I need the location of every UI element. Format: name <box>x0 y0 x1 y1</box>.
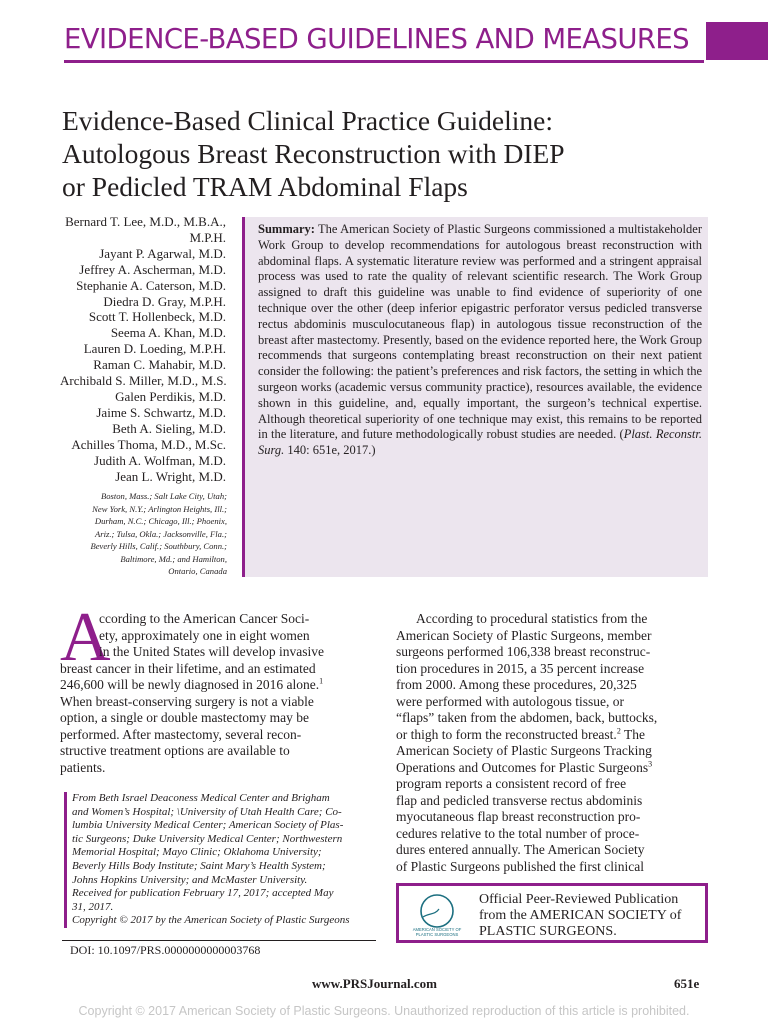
copyright-line: Copyright © 2017 by the American Society of Plastic Surgeons <box>72 914 350 927</box>
reference-marker: 3 <box>648 759 653 768</box>
affiliation-line: Johns Hopkins University; and McMaster University. <box>72 873 308 886</box>
author-name: Judith A. Wolfman, M.D. <box>94 452 226 468</box>
author-name: Jaime S. Schwartz, M.D. <box>96 404 226 420</box>
author-name: Achilles Thoma, M.D., M.Sc. <box>71 436 226 452</box>
author-name: Jayant P. Agarwal, M.D. <box>99 245 226 261</box>
author-name: Lauren D. Loeding, M.P.H. <box>83 341 226 357</box>
location-line: Boston, Mass.; Salt Lake City, Utah; <box>100 491 227 501</box>
body-column-right <box>396 611 708 875</box>
affiliation-line: From Beth Israel Deaconess Medical Center and Brigham <box>72 792 330 804</box>
affiliation-line: and Women’s Hospital; \University of Utah Health Care; Co- <box>72 805 342 818</box>
affiliation-box <box>64 792 376 928</box>
author-name: Archibald S. Miller, M.D., M.S. <box>60 373 227 389</box>
body-line: ety, approximately one in eight women <box>99 627 310 643</box>
page-number: 651e <box>674 976 700 991</box>
affiliation-line: Memorial Hospital; Mayo Clinic; Oklahoma University; <box>72 846 322 859</box>
summary-box <box>242 217 708 577</box>
reference-marker: 2 <box>616 726 621 735</box>
location-line: Ontario, Canada <box>168 566 227 576</box>
drop-cap: A <box>60 599 111 676</box>
body-line: of Plastic Surgeons published the first clinical <box>396 858 644 874</box>
section-banner-text: EVIDENCE-BASED GUIDELINES AND MEASURES <box>64 23 689 55</box>
location-line: Ariz.; Tulsa, Okla.; Jacksonville, Fla.; <box>95 528 227 539</box>
body-line: from 2000. Among these procedures, 20,325 <box>396 677 637 692</box>
affiliation-line: lumbia University Medical Center; American Society of Plas- <box>72 819 344 832</box>
author-name: Jean L. Wright, M.D. <box>115 468 226 484</box>
section-banner <box>64 22 704 63</box>
body-line: 246,600 will be newly diagnosed in 2016 alone. <box>60 677 320 692</box>
title-line: or Pedicled TRAM Abdominal Flaps <box>62 171 468 202</box>
summary-body: The American Society of Plastic Surgeons commissioned a multistakeholder Work Group to develop recommendations for autologous breast reconstruction with abdominal flaps. A systematic literature review was performed and a stringent appraisal process was used to rate the quality of relevant scientific research. The Work Group assigned to draft this guideline was unable to find evidence of superiority of one technique over the other (deep inferior epigastric perforator versus pedicled transverse rectus abdominis musculocutaneous flap) in autologous tissue reconstruction of the breast after mastectomy. Presently, based on the evidence reported here, the Work Group recommends that surgeons contemplating breast reconstruction on their next patient consider the following: the patient’s preferences and risk factors, the setting in which the surgeon works (academic versus community practice), resources available, the evidence shown in this guideline, and, equally important, the surgeon’s technical expertise. Although theoretical superiority of one technique may exist, this remains to be reported in the literature, and future methodologically robust studies are needed. <box>258 222 702 442</box>
citation-journal: Plast. Reconstr. Surg. <box>258 427 702 458</box>
body-line: Operations and Outcomes for Plastic Surgeons <box>396 759 649 775</box>
logo-text: AMERICAN SOCIETY OF <box>412 927 462 932</box>
body-line: American Society of Plastic Surgeons, member <box>396 627 652 643</box>
author-name: Raman C. Mahabir, M.D. <box>93 357 226 373</box>
summary-text: Summary: The American Society of Plastic Surgeons commissioned a multistakeholder Work Group to develop recommendations for autologous breast reconstruction with abdominal flaps. A systematic literature review was performed and a stringent appraisal process was used to rate the quality of relevant scientific research. The Work Group assigned to draft this guideline was unable to find evidence of superiority of one technique over the other (deep inferior epigastric perforator versus pedicled transverse rectus abdominis musculocutaneous flap) in autologous tissue reconstruction of the breast after mastectomy. Presently, based on the evidence reported here, the Work Group recommends that surgeons contemplating breast reconstruction on their next patient consider the following: the patient’s preferences and risk factors, the setting in which the surgeon works (academic versus community practice), resources available, the evidence shown in this guideline, and, equally important, the surgeon’s technical expertise. Although theoretical superiority of one technique may exist, this remains to be reported in the literature, and future methodologically robust studies are needed. (Plast. Reconstr. Surg. 140: 651e, 2017.) <box>258 222 702 458</box>
body-line: patients. <box>60 759 106 775</box>
location-line: Baltimore, Md.; and Hamilton, <box>120 553 227 564</box>
journal-url[interactable]: www.PRSJournal.com <box>312 976 437 991</box>
body-line: cedures relative to the total number of proce- <box>396 825 640 841</box>
banner-accent-block <box>706 22 768 60</box>
body-line: breast cancer in their lifetime, and an estimated <box>60 660 316 676</box>
body-line: American Society of Plastic Surgeons Tracking <box>396 743 652 758</box>
body-line: in the United States will develop invasive <box>99 644 324 659</box>
title-line: Autologous Breast Reconstruction with DIEP <box>62 138 565 169</box>
author-name: Scott T. Hollenbeck, M.D. <box>88 309 226 325</box>
body-line-with-ref <box>60 677 373 694</box>
body-line: were performed with autologous tissue, or <box>396 693 624 709</box>
body-line: ccording to the American Cancer Soci- <box>99 611 310 626</box>
body-line: “flaps” taken from the abdomen, back, buttocks, <box>396 710 658 725</box>
publication-box <box>396 883 708 943</box>
author-list <box>60 214 226 484</box>
body-line: structive treatment options are available to <box>60 743 290 758</box>
publication-text <box>479 892 681 941</box>
location-line: New York, N.Y.; Arlington Heights, Ill.; <box>92 503 227 514</box>
body-line: surgeons performed 106,338 breast reconstruc- <box>396 644 651 659</box>
location-line: Beverly Hills, Calif.; Southbury, Conn.; <box>90 541 227 551</box>
publication-line: from the AMERICAN SOCIETY of <box>479 908 682 924</box>
received-line: 31, 2017. <box>72 900 114 913</box>
body-line: According to procedural statistics from the <box>416 611 648 626</box>
publication-line: PLASTIC SURGEONS. <box>479 924 617 940</box>
doi[interactable]: DOI: 10.1097/PRS.0000000000003768 <box>62 940 376 958</box>
author-name: Beth A. Sieling, M.D. <box>112 420 226 436</box>
author-name: Jeffrey A. Ascherman, M.D. <box>79 261 226 277</box>
affiliation-line: Beverly Hills Body Institute; Saint Mary’s Health System; <box>72 859 326 872</box>
article-title <box>62 104 722 203</box>
body-line: flap and pedicled transverse rectus abdominis <box>396 792 643 808</box>
body-line: performed. After mastectomy, several recon- <box>60 726 302 742</box>
body-line-with-ref <box>396 727 708 744</box>
location-line: Durham, N.C.; Chicago, Ill.; Phoenix, <box>94 516 227 526</box>
summary-label: Summary: <box>258 222 315 236</box>
author-name: Seema A. Khan, M.D. <box>110 325 226 341</box>
publication-line: Official Peer-Reviewed Publication <box>479 892 679 907</box>
author-name: Galen Perdikis, M.D. <box>115 388 226 404</box>
body-line: program reports a consistent record of free <box>396 776 627 791</box>
author-name: Bernard T. Lee, M.D., M.B.A., <box>65 214 226 229</box>
body-line: option, a single or double mastectomy may be <box>60 710 309 725</box>
author-locations <box>60 490 227 578</box>
body-column-left <box>60 611 373 776</box>
logo-text: PLASTIC SURGEONS <box>415 932 459 937</box>
title-line: Evidence-Based Clinical Practice Guideline: <box>62 105 553 136</box>
author-name: Stephanie A. Caterson, M.D. <box>76 277 226 293</box>
copyright-notice: Copyright © 2017 American Society of Plastic Surgeons. Unauthorized reproduction of this article is prohibited. <box>78 1004 690 1018</box>
author-name: M.P.H. <box>189 229 226 245</box>
body-line: or thigh to form the reconstructed breast. <box>396 726 617 742</box>
asps-logo-icon <box>405 891 469 937</box>
body-line: dures entered annually. The American Society <box>396 842 645 857</box>
body-line: When breast-conserving surgery is not a viable <box>60 693 314 709</box>
citation-rest: 140: 651e, 2017.) <box>284 443 376 458</box>
author-name: Diedra D. Gray, M.P.H. <box>103 293 226 309</box>
received-line: Received for publication February 17, 2017; accepted May <box>72 887 334 900</box>
body-line-tail: The <box>620 726 645 742</box>
reference-marker: 1 <box>319 676 324 686</box>
body-line-with-ref <box>396 760 708 777</box>
body-line: myocutaneous flap breast reconstruction pro- <box>396 809 641 824</box>
affiliation-line: tic Surgeons; Duke University Medical Center; Northwestern <box>72 832 343 845</box>
body-line: tion procedures in 2015, a 35 percent increase <box>396 660 645 676</box>
